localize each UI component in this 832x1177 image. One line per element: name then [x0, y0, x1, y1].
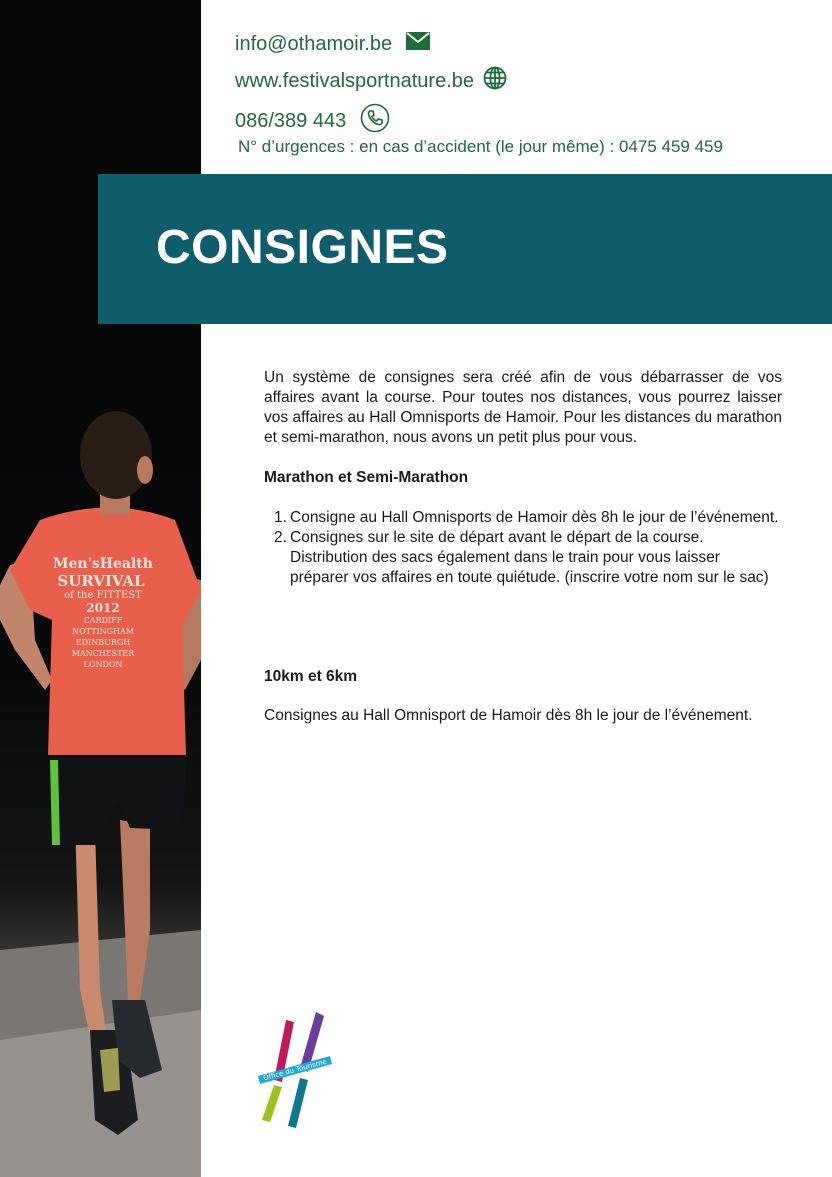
email-link[interactable]: info@othamoir.be [235, 33, 393, 55]
list-number: 1. [274, 509, 287, 526]
intro-paragraph: Un système de consignes sera créé afin de vous débarrasser de vos affaires avant la course. Pour toutes nos distances, vous pourrez laisser vos affaires au Hall Omnisports de Hamoir. Pour les distances du marathon et semi-marathon, nous avons un petit plus pour vous. [264, 369, 782, 446]
shirt-line: MANCHESTER [71, 649, 135, 658]
shirt-line: EDINBURGH [75, 638, 131, 647]
marathon-list [264, 508, 782, 588]
main-content [264, 368, 782, 724]
ear [137, 456, 153, 484]
list-text: Consignes sur le site de départ avant le départ de la course. Distribution des sacs également dans le train pour vous laisser préparer vos affaires en toute quiétude. (inscrire votre nom sur le sac) [290, 529, 769, 586]
globe-icon [483, 66, 507, 96]
shirt-line: of the FITTEST [64, 590, 142, 601]
short-distance-heading: 10km et 6km [264, 668, 358, 685]
page-title: CONSIGNES [156, 221, 449, 274]
logo-text: Office du Tourisme [262, 1057, 328, 1083]
emergency-text: N° d’urgences : en cas d’accident (le jour même) : 0475 459 459 [238, 137, 723, 156]
phone-icon [360, 103, 390, 139]
shorts [50, 742, 188, 845]
shirt-line: Men'sHealth [53, 556, 153, 572]
logo-stroke-green [262, 1085, 282, 1122]
list-text: Consigne au Hall Omnisports de Hamoir dès 8h le jour de l’événement. [290, 509, 779, 526]
shirt-line: CARDIFF [83, 616, 123, 625]
emergency-line [238, 138, 723, 155]
list-number: 2. [274, 529, 287, 546]
phone-row [235, 103, 390, 139]
head-hair [80, 411, 152, 499]
title-banner [98, 174, 832, 324]
logo-stroke-teal [288, 1078, 308, 1128]
tourism-logo [256, 1010, 336, 1135]
website-row [235, 66, 507, 96]
shirt-line: LONDON [83, 660, 123, 669]
email-row [235, 32, 430, 56]
shirt-line: SURVIVAL [57, 572, 145, 590]
marathon-heading: Marathon et Semi-Marathon [264, 469, 469, 486]
list-item [264, 528, 782, 588]
envelope-icon [406, 32, 430, 56]
short-distance-text: Consignes au Hall Omnisport de Hamoir dès 8h le jour de l’événement. [264, 707, 753, 724]
website-link[interactable]: www.festivalsportnature.be [235, 70, 475, 92]
shirt-line: 2012 [86, 601, 120, 615]
shirt-line: NOTTINGHAM [72, 627, 134, 636]
list-item [264, 508, 782, 528]
phone-number[interactable]: 086/389 443 [235, 110, 347, 132]
